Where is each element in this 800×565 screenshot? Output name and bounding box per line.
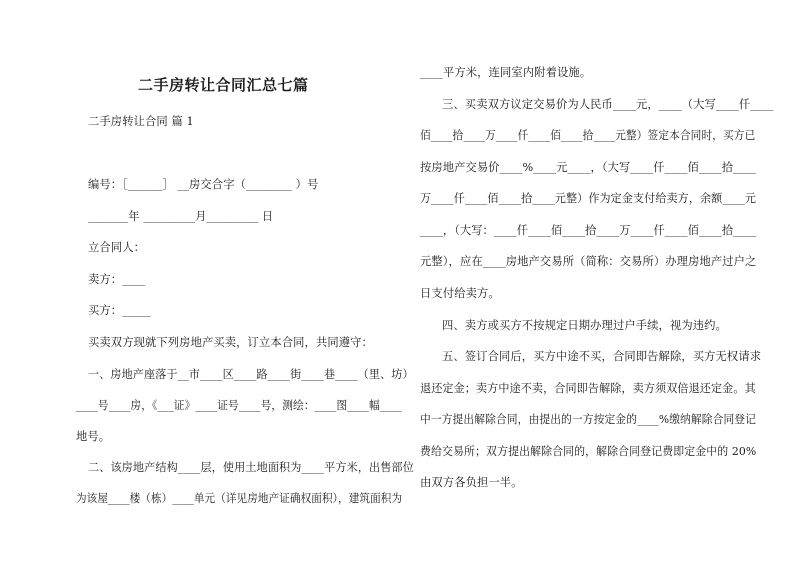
clause-3-line-4: 万____仟____佰____拾____元整）作为定金支付给卖方，余额____元	[420, 192, 757, 205]
clause-5-line-1: 五、签订合同后，买方中途不买，合同即告解除，买方无权请求	[442, 350, 762, 363]
clause-1-line-1: 一、房地产座落于__市____区____路____街____巷____（里、坊）	[88, 368, 414, 381]
preamble: 买卖双方现就下列房地产买卖，订立本合同，共同遵守：	[88, 336, 373, 349]
document-title: 二手房转让合同汇总七篇	[138, 76, 309, 94]
clause-5-line-5: 由双方各负担一半。	[420, 476, 523, 489]
clause-5-line-2: 退还定金；卖方中途不卖，合同即告解除，卖方须双倍退还定金。其	[420, 382, 756, 395]
clause-3-line-7: 日支付给卖方。	[420, 287, 500, 300]
parties-label: 立合同人：	[88, 241, 145, 254]
date-line: _______年 _________月_________ 日	[88, 210, 274, 223]
buyer-line: 买方：_____	[88, 304, 151, 317]
clause-3-line-6: 元整），应在____房地产交易所（简称：交易所）办理房地产过户之	[420, 255, 757, 268]
clause-3-line-5: ____，（大写：____仟____佰____拾____万____仟____佰____拾____	[420, 224, 757, 237]
clause-3-line-3: 按房地产交易价____%____元____，（大写____仟____佰____拾____	[420, 161, 757, 174]
clause-1-line-2: ____号____房，《___证》____证号____号，测绘：____图____幅____	[76, 399, 402, 412]
clause-2-line-3: ____平方米，连同室内附着设施。	[420, 66, 592, 79]
clause-5-line-4: 费给交易所；双方提出解除合同的，解除合同登记费即定金中的 20%	[420, 445, 757, 458]
seller-line: 卖方：____	[88, 273, 146, 286]
clause-2-line-2: 为该屋____楼（栋）____单元（详见房地产证确权面积），建筑面积为	[76, 492, 403, 505]
clause-3-line-2: 佰____拾____万____仟____佰____拾____元整）签定本合同时，买方已	[420, 129, 756, 142]
clause-5-line-3: 中一方提出解除合同，由提出的一方按定金的____%缴纳解除合同登记	[420, 413, 757, 426]
section-heading: 二手房转让合同 篇 1	[88, 115, 194, 128]
contract-number-line: 编号：［______］ __房交合字（________ ）号	[88, 178, 319, 191]
clause-4: 四、卖方或买方不按规定日期办理过户手续，视为违约。	[442, 319, 727, 332]
clause-1-line-3: 地号。	[76, 430, 111, 443]
clause-2-line-1: 二、该房地产结构____层，使用土地面积为____平方米，出售部位	[88, 461, 414, 474]
clause-3-line-1: 三、买卖双方议定交易价为人民币____元，____（大写____仟____	[442, 98, 774, 111]
